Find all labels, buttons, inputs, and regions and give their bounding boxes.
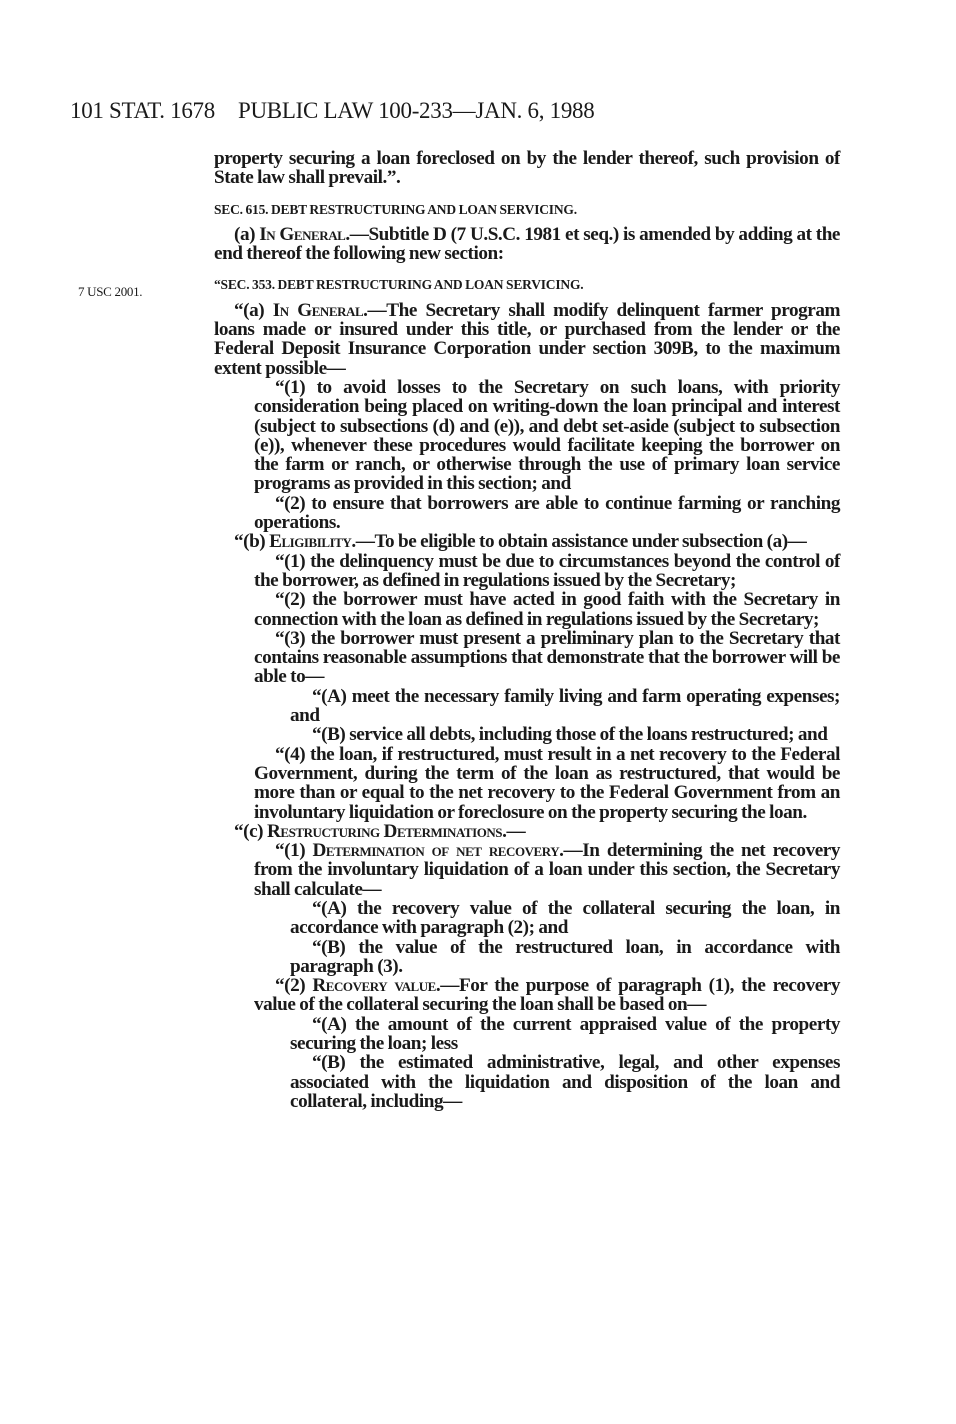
paragraph-text: “(A) the amount of the current appraised value of the property securing the loan; less <box>290 1013 840 1055</box>
section-heading <box>214 200 840 219</box>
paragraph <box>290 1015 840 1054</box>
paragraph <box>214 822 840 841</box>
paragraph-text: “(A) meet the necessary family living and farm operating expenses; and <box>290 685 840 727</box>
paragraph-text: SEC. 615. DEBT RESTRUCTURING AND LOAN SERVICING. <box>214 201 577 217</box>
paragraph-text: “(B) the estimated administrative, legal, and other expenses associated with the liquidation and disposition of the loan and collateral, including— <box>290 1052 840 1112</box>
paragraph-heading: In General. <box>272 299 368 321</box>
paragraph <box>214 225 840 264</box>
paragraph <box>254 976 840 1015</box>
paragraph <box>254 494 840 533</box>
paragraph-heading: In General. <box>259 223 350 245</box>
paragraph <box>254 378 840 494</box>
paragraph-text: —To be eligible to obtain assistance under subsection (a)— <box>355 531 807 553</box>
running-header: PUBLIC LAW 100-233—JAN. 6, 1988 <box>238 98 595 123</box>
paragraph <box>254 629 840 687</box>
paragraph <box>254 552 840 591</box>
paragraph <box>254 745 840 822</box>
paragraph <box>214 532 840 551</box>
paragraph-heading: Determination of net recovery. <box>312 840 564 862</box>
paragraph-text: “(B) the value of the restructured loan, in accordance with paragraph (3). <box>290 936 840 977</box>
section-heading <box>214 275 840 294</box>
paragraph <box>254 590 840 629</box>
paragraph-text: “(4) the loan, if restructured, must result in a net recovery to the Federal Government, during the term of the loan as restructured, that would be more than or equal to the net recovery to the Federal Government from an involuntary liquidation or foreclosure on the property securing the loan. <box>254 743 840 823</box>
paragraph <box>290 725 840 744</box>
paragraph-number: “(1) <box>275 840 313 862</box>
paragraph-heading: Recovery value. <box>312 975 441 997</box>
paragraph-heading: Restructuring Determinations. <box>266 820 507 842</box>
paragraph-number: “(c) <box>234 820 267 842</box>
paragraph <box>290 899 840 938</box>
paragraph-text: property securing a loan foreclosed on by the lender thereof, such provision of State law shall prevail.”. <box>214 148 840 189</box>
paragraph-text: “SEC. 353. DEBT RESTRUCTURING AND LOAN SERVICING. <box>214 277 584 293</box>
paragraph-text: “(3) the borrower must present a preliminary plan to the Secretary that contains reasonable assumptions that demonstrate that the borrower will be able to— <box>254 627 840 688</box>
paragraph-number: “(b) <box>234 531 270 553</box>
paragraph-text: “(1) the delinquency must be due to circumstances beyond the control of the borrower, as defined in regulations issued by the Secretary; <box>254 550 840 591</box>
paragraph <box>290 687 840 726</box>
paragraph-text: “(2) the borrower must have acted in good faith with the Secretary in connection with the loan as defined in regulations issued by the Secretary; <box>254 589 840 630</box>
paragraph-text: — <box>506 820 526 842</box>
page-stat-citation: 101 STAT. 1678 <box>70 98 215 123</box>
paragraph <box>214 149 840 188</box>
document-body <box>214 149 840 1111</box>
paragraph <box>214 301 840 378</box>
paragraph <box>290 938 840 977</box>
paragraph-text: —The Secretary shall modify delinquent farmer program loans made or insured under this title, or purchased from the lender or the Federal Deposit Insurance Corporation under section 309B, to the maximum extent possible— <box>214 299 841 379</box>
paragraph-text: —In determining the net recovery from the involuntary liquidation of a loan under this section, the Secretary shall calculate— <box>254 840 840 900</box>
paragraph-text: —For the purpose of paragraph (1), the recovery value of the collateral securing the loan shall be based on— <box>254 975 841 1016</box>
paragraph-number: “(a) <box>234 299 273 321</box>
paragraph-text: “(B) service all debts, including those of the loans restructured; and <box>312 724 828 746</box>
paragraph <box>254 841 840 899</box>
paragraph-number: (a) <box>234 223 260 245</box>
paragraph-text: “(2) to ensure that borrowers are able to continue farming or ranching operations. <box>254 492 840 534</box>
paragraph-number: “(2) <box>275 975 313 997</box>
paragraph-text: —Subtitle D (7 U.S.C. 1981 et seq.) is amended by adding at the end thereof the following new section: <box>214 223 840 265</box>
paragraph-heading: Eligibility. <box>269 531 356 553</box>
paragraph <box>290 1053 840 1111</box>
paragraph-text: “(1) to avoid losses to the Secretary on such loans, with priority consideration being placed on writing-down the loan principal and interest (subject to subsections (d) and (e)), and debt set-aside (subject to subsection (e)), whenever these procedures would facilitate keeping the borrower on the farm or ranch, or otherwise through the use of primary loan service programs as provided in this section; and <box>254 376 840 495</box>
margin-note: 7 USC 2001. <box>78 284 143 299</box>
paragraph-text: “(A) the recovery value of the collateral securing the loan, in accordance with paragraph (2); and <box>290 897 840 939</box>
